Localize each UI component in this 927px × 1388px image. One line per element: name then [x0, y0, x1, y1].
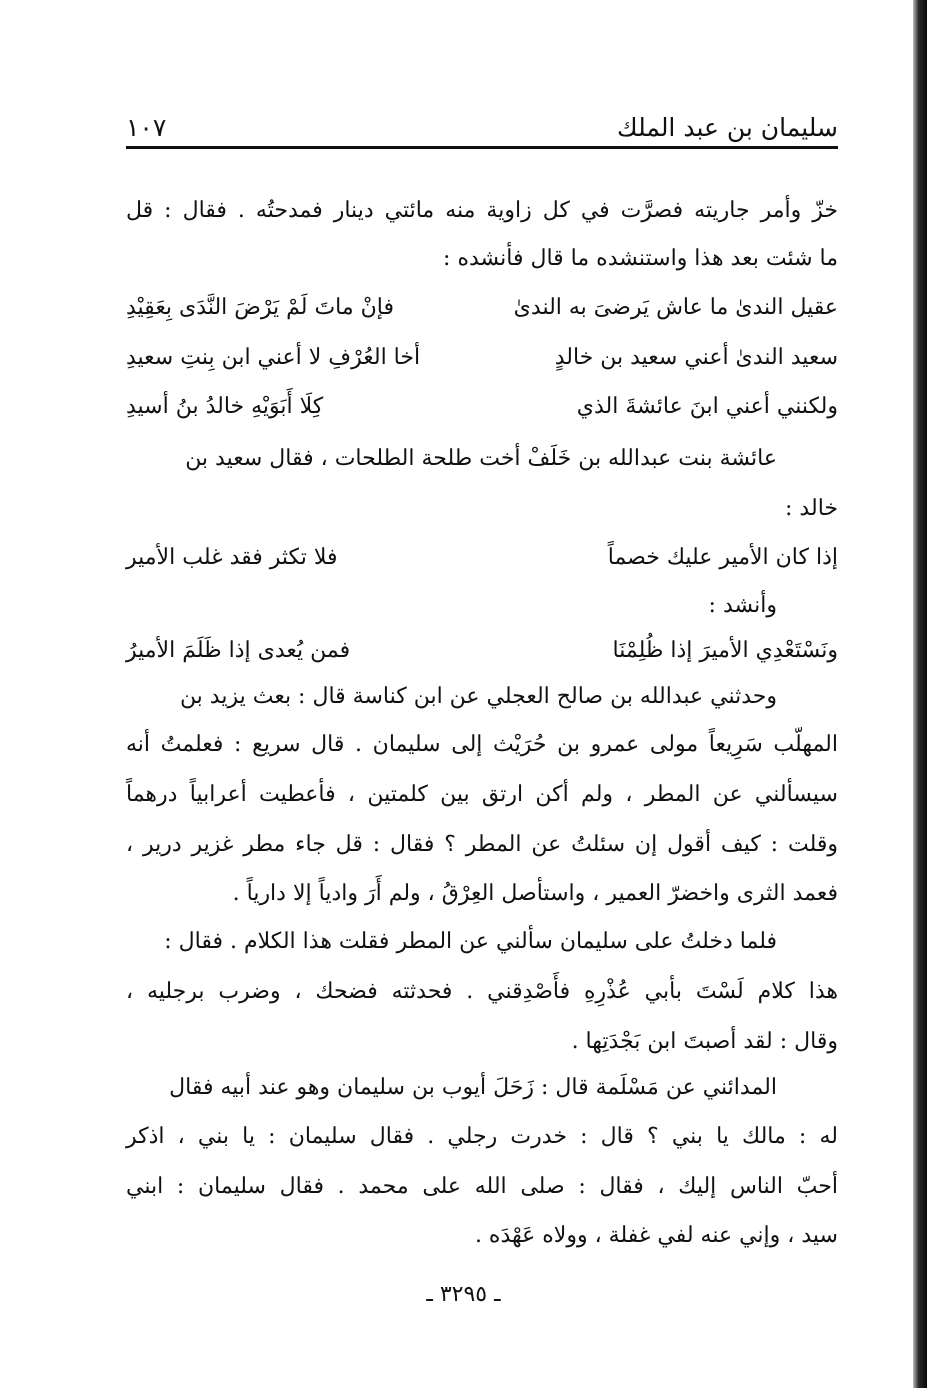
verse-hemistich-left: فمن يُعدى إذا ظَلَمَ الأميرُ	[126, 638, 351, 663]
text-line: خزّ وأمر جاريته فصرَّت في كل زاوية منه مائتي دينار فمدحتُه . فقال : قل	[126, 198, 838, 223]
text-line: وأنشد :	[708, 593, 777, 618]
verse-hemistich-left: فإنْ ماتَ لَمْ يَرْضَ النَّدَى بِعَقِيْدِ	[126, 295, 395, 320]
header-page-number: ١٠٧	[126, 113, 167, 142]
page-edge-shadow	[913, 0, 927, 1388]
footer-page-number: ـ ٣٢٩٥ ـ	[426, 1282, 501, 1307]
text-line: المدائني عن مَسْلَمة قال : زَحَلَ أيوب بن سليمان وهو عند أبيه فقال	[169, 1075, 777, 1100]
verse-hemistich-left: فلا تكثر فقد غلب الأمير	[126, 545, 338, 570]
text-line: هذا كلام لَسْتَ بأبي عُذْرِهِ فأَصْدِقني . فحدثته فضحك ، وضرب برجليه ،	[126, 979, 838, 1004]
verse-hemistich-left: كِلَا أَبَوَيْهِ خالدُ بنُ أسيدِ	[126, 394, 324, 419]
text-line: سيد ، وإني عنه لفي غفلة ، وولاه عَهْدَه .	[474, 1223, 838, 1248]
text-line: عائشة بنت عبدالله بن خَلَفْ أخت طلحة الطلحات ، فقال سعيد بن	[185, 446, 777, 471]
text-line: سيسألني عن المطر ، ولم أكن ارتق بين كلمتين ، فأعطيت أعرابياً درهماً	[126, 782, 838, 807]
text-line: له : مالك يا بني ؟ قال : خدرت رجلي . فقال سليمان : يا بني ، اذكر	[126, 1124, 838, 1149]
verse-hemistich-left: أخا العُرْفِ لا أعني ابن بِنتِ سعيدِ	[126, 345, 421, 370]
text-line: ما شئت بعد هذا واستنشده ما قال فأنشده :	[443, 246, 838, 271]
text-line: وقلت : كيف أقول إن سئلتُ عن المطر ؟ فقال : قل جاء مطر غزير درير ،	[126, 832, 838, 857]
text-line: فعمد الثرى واخضرّ العمير ، واستأصل العِرْقُ ، ولم أَرَ وادياً إلا دارياً .	[232, 881, 838, 906]
text-line: فلما دخلتُ على سليمان سألني عن المطر فقلت هذا الكلام . فقال :	[164, 929, 777, 954]
verse-hemistich-right: عقيل الندىٰ ما عاش يَرضىَ به الندىٰ	[513, 295, 838, 320]
verse-hemistich-right: ونَسْتَعْدِي الأميرَ إذا ظُلِمْنَا	[612, 638, 838, 663]
verse-hemistich-right: سعيد الندىٰ أعني سعيد بن خالدٍ	[554, 345, 838, 370]
running-header	[126, 96, 838, 142]
header-chapter-title: سليمان بن عبد الملك	[617, 113, 838, 142]
verse-hemistich-right: ولكنني أعني ابنَ عائشةَ الذي	[576, 394, 838, 419]
text-line: وحدثني عبدالله بن صالح العجلي عن ابن كناسة قال : بعث يزيد بن	[179, 684, 777, 709]
text-line: أحبّ الناس إليك ، فقال : صلى الله على محمد . فقال سليمان : ابني	[126, 1174, 838, 1199]
header-rule	[126, 146, 838, 149]
text-line: خالد :	[785, 496, 838, 521]
text-line: المهلّب سَرِيعاً مولى عمرو بن حُرَيْث إلى سليمان . قال سريع : فعلمتُ أنه	[126, 732, 838, 757]
text-line: وقال : لقد أصبتَ ابن بَجْدَتِها .	[571, 1029, 838, 1054]
verse-hemistich-right: إذا كان الأمير عليك خصماً	[607, 545, 838, 570]
